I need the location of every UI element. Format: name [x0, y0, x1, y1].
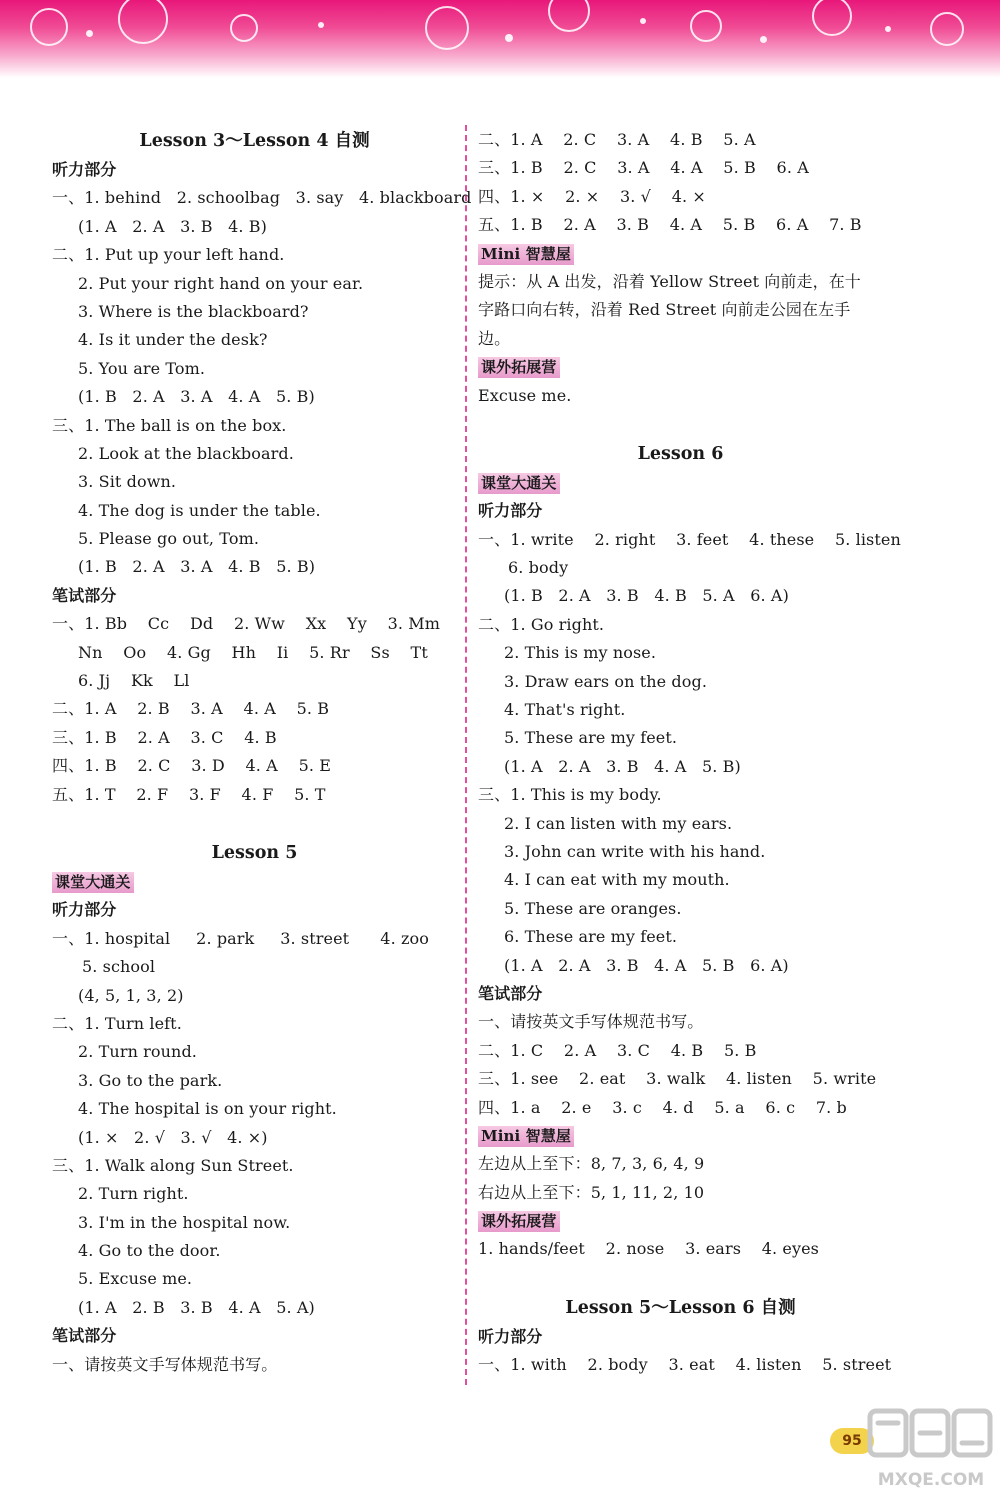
- answer-column-left: [52, 126, 472, 1379]
- decoration-dot: [760, 36, 767, 43]
- answer-line: 一、请按英文手写体规范书写。: [52, 1354, 278, 1374]
- spacer: [478, 1264, 883, 1293]
- answer-column-right: [478, 126, 901, 1380]
- decoration-circle: [425, 6, 469, 50]
- answer-line: 3. Draw ears on the dog.: [504, 671, 708, 691]
- section-heading: 笔试部分: [52, 585, 117, 605]
- watermark-glyphs: [870, 1411, 990, 1455]
- answer-line: 字路口向右转，沿着 Red Street 向前走公园在左手: [478, 300, 851, 320]
- decoration-dot: [885, 26, 891, 32]
- answer-line: 五、1. B 2. A 3. B 4. A 5. B 6. A 7. B: [478, 215, 862, 235]
- answer-line: (1. A 2. A 3. B 4. A 5. B 6. A): [504, 955, 789, 975]
- answer-line: 四、1. B 2. C 3. D 4. A 5. E: [52, 756, 331, 776]
- answer-line: 一、1. Bb Cc Dd 2. Ww Xx Yy 3. Mm: [52, 614, 441, 634]
- section-badge: 课堂大通关: [52, 872, 134, 893]
- section-badge: Mini 智慧屋: [478, 244, 574, 265]
- decoration-circle: [812, 0, 852, 36]
- answer-line: 二、1. A 2. B 3. A 4. A 5. B: [52, 699, 330, 719]
- answer-line: 4. The hospital is on your right.: [78, 1099, 337, 1119]
- answer-line: 2. I can listen with my ears.: [504, 813, 733, 833]
- answer-line: Nn Oo 4. Gg Hh Ii 5. Rr Ss Tt: [78, 642, 428, 662]
- decoration-dot: [640, 18, 646, 24]
- section-heading: 笔试部分: [52, 1326, 117, 1346]
- badge-row: [478, 353, 883, 381]
- badge-row: [478, 469, 883, 497]
- decoration-dot: [318, 22, 324, 28]
- answer-line: 3. John can write with his hand.: [504, 841, 766, 861]
- answer-line: 2. Put your right hand on your ear.: [78, 273, 364, 293]
- answer-line: 边。: [478, 328, 511, 348]
- answer-line: Excuse me.: [478, 385, 572, 405]
- lesson-title: Lesson 5～Lesson 6 自测: [565, 1297, 796, 1318]
- answer-line: 三、1. Walk along Sun Street.: [52, 1155, 294, 1175]
- badge-row: [478, 1122, 883, 1150]
- lesson-title: Lesson 3～Lesson 4 自测: [139, 131, 370, 151]
- column-divider: [465, 125, 467, 1385]
- section-heading: 听力部分: [478, 1326, 543, 1346]
- answer-line: 一、1. write 2. right 3. feet 4. these 5. listen: [478, 529, 901, 549]
- answer-line: 3. Where is the blackboard?: [78, 301, 309, 321]
- answer-line: 4. I can eat with my mouth.: [504, 870, 730, 890]
- answer-line: (1. B 2. A 3. A 4. B 5. B): [78, 557, 316, 577]
- answer-line: (1. A 2. A 3. B 4. A 5. B): [504, 756, 741, 776]
- section-heading: 听力部分: [52, 900, 117, 920]
- answer-line: (1. × 2. √ 3. √ 4. ×): [78, 1127, 268, 1147]
- answer-line: 三、1. This is my body.: [478, 785, 662, 805]
- answer-line: 6. These are my feet.: [504, 927, 678, 947]
- answer-line: 一、1. with 2. body 3. eat 4. listen 5. street: [478, 1355, 892, 1375]
- answer-line: 2. This is my nose.: [504, 643, 657, 663]
- answer-line: 一、1. behind 2. schoolbag 3. say 4. blackboard: [52, 188, 472, 208]
- answer-line: 5. These are my feet.: [504, 728, 678, 748]
- answer-line: 二、1. A 2. C 3. A 4. B 5. A: [478, 130, 756, 149]
- answer-line: 3. Go to the park.: [78, 1070, 223, 1090]
- answer-line: 二、1. C 2. A 3. C 4. B 5. B: [478, 1040, 757, 1060]
- answer-line: 三、1. The ball is on the box.: [52, 415, 287, 435]
- section-heading: 听力部分: [52, 160, 117, 179]
- answer-line: 5. You are Tom.: [78, 358, 206, 378]
- answer-line: 三、1. B 2. C 3. A 4. A 5. B 6. A: [478, 158, 809, 178]
- answer-line: 3. I'm in the hospital now.: [78, 1212, 291, 1232]
- answer-line: (1. B 2. A 3. B 4. B 5. A 6. A): [504, 586, 789, 606]
- decoration-dot: [86, 30, 93, 37]
- answer-line: 2. Turn round.: [78, 1042, 197, 1062]
- answer-line: 二、1. Put up your left hand.: [52, 245, 285, 265]
- section-heading: 听力部分: [478, 501, 543, 521]
- section-heading: 笔试部分: [478, 983, 543, 1003]
- answer-line: 左边从上至下：8, 7, 3, 6, 4, 9: [478, 1154, 705, 1174]
- answer-line: (4, 5, 1, 3, 2): [78, 985, 184, 1005]
- answer-line: 右边从上至下：5, 1, 11, 2, 10: [478, 1182, 705, 1202]
- answer-line: 6. Jj Kk Ll: [78, 671, 190, 691]
- answer-line: 提示：从 A 出发，沿着 Yellow Street 向前走，在十: [478, 271, 861, 291]
- decoration-dot: [505, 34, 513, 42]
- answer-line: 二、1. Turn left.: [52, 1013, 182, 1033]
- page-number: 95: [830, 1428, 874, 1454]
- badge-row: [52, 868, 457, 896]
- answer-line: 1. hands/feet 2. nose 3. ears 4. eyes: [478, 1239, 819, 1259]
- decoration-circle: [548, 0, 590, 32]
- decoration-circle: [690, 10, 722, 42]
- answer-line: 4. Go to the door.: [78, 1241, 221, 1261]
- lesson-title: Lesson 6: [637, 443, 724, 464]
- badge-row: [478, 240, 883, 268]
- answer-line: 4. That's right.: [504, 700, 626, 720]
- decoration-circle: [230, 14, 258, 42]
- section-badge: 课外拓展营: [478, 1211, 560, 1232]
- watermark-logo: [866, 1405, 996, 1495]
- answer-line: 2. Turn right.: [78, 1184, 189, 1204]
- answer-line: 三、1. see 2. eat 3. walk 4. listen 5. write: [478, 1069, 877, 1089]
- section-badge: 课外拓展营: [478, 357, 560, 378]
- badge-row: [478, 1207, 883, 1235]
- decoration-circle: [30, 8, 68, 46]
- lesson-title: Lesson 5: [211, 842, 298, 863]
- answer-line: 一、1. hospital 2. park 3. street 4. zoo: [52, 928, 429, 948]
- decoration-circle: [118, 0, 168, 44]
- answer-line: 二、1. Go right.: [478, 614, 605, 634]
- answer-line: 4. The dog is under the table.: [78, 500, 321, 520]
- answer-line: 5. Excuse me.: [78, 1269, 193, 1289]
- answer-line: 四、1. × 2. × 3. √ 4. ×: [478, 186, 706, 206]
- answer-line: (1. B 2. A 3. A 4. A 5. B): [78, 387, 315, 407]
- answer-line: 4. Is it under the desk?: [78, 330, 268, 350]
- answer-line: 一、请按英文手写体规范书写。: [478, 1012, 704, 1032]
- answer-line: 三、1. B 2. A 3. C 4. B: [52, 727, 277, 747]
- watermark-text: MXQE.COM: [877, 1470, 985, 1490]
- decoration-circle: [930, 12, 964, 46]
- answer-line: 四、1. a 2. e 3. c 4. d 5. a 6. c 7. b: [478, 1097, 847, 1117]
- answer-line: 5. school: [82, 957, 156, 977]
- answer-line: 5. These are oranges.: [504, 898, 682, 918]
- spacer: [52, 809, 457, 838]
- answer-line: (1. A 2. A 3. B 4. B): [78, 216, 267, 236]
- spacer: [478, 410, 883, 439]
- answer-line: 3. Sit down.: [78, 472, 177, 492]
- answer-line: 6. body: [508, 558, 569, 578]
- answer-line: 五、1. T 2. F 3. F 4. F 5. T: [52, 784, 326, 804]
- answer-line: 5. Please go out, Tom.: [78, 529, 260, 549]
- header-banner: [0, 0, 1000, 78]
- section-badge: 课堂大通关: [478, 473, 560, 494]
- answer-line: (1. A 2. B 3. B 4. A 5. A): [78, 1297, 315, 1317]
- section-badge: Mini 智慧屋: [478, 1126, 574, 1147]
- answer-line: 2. Look at the blackboard.: [78, 443, 294, 463]
